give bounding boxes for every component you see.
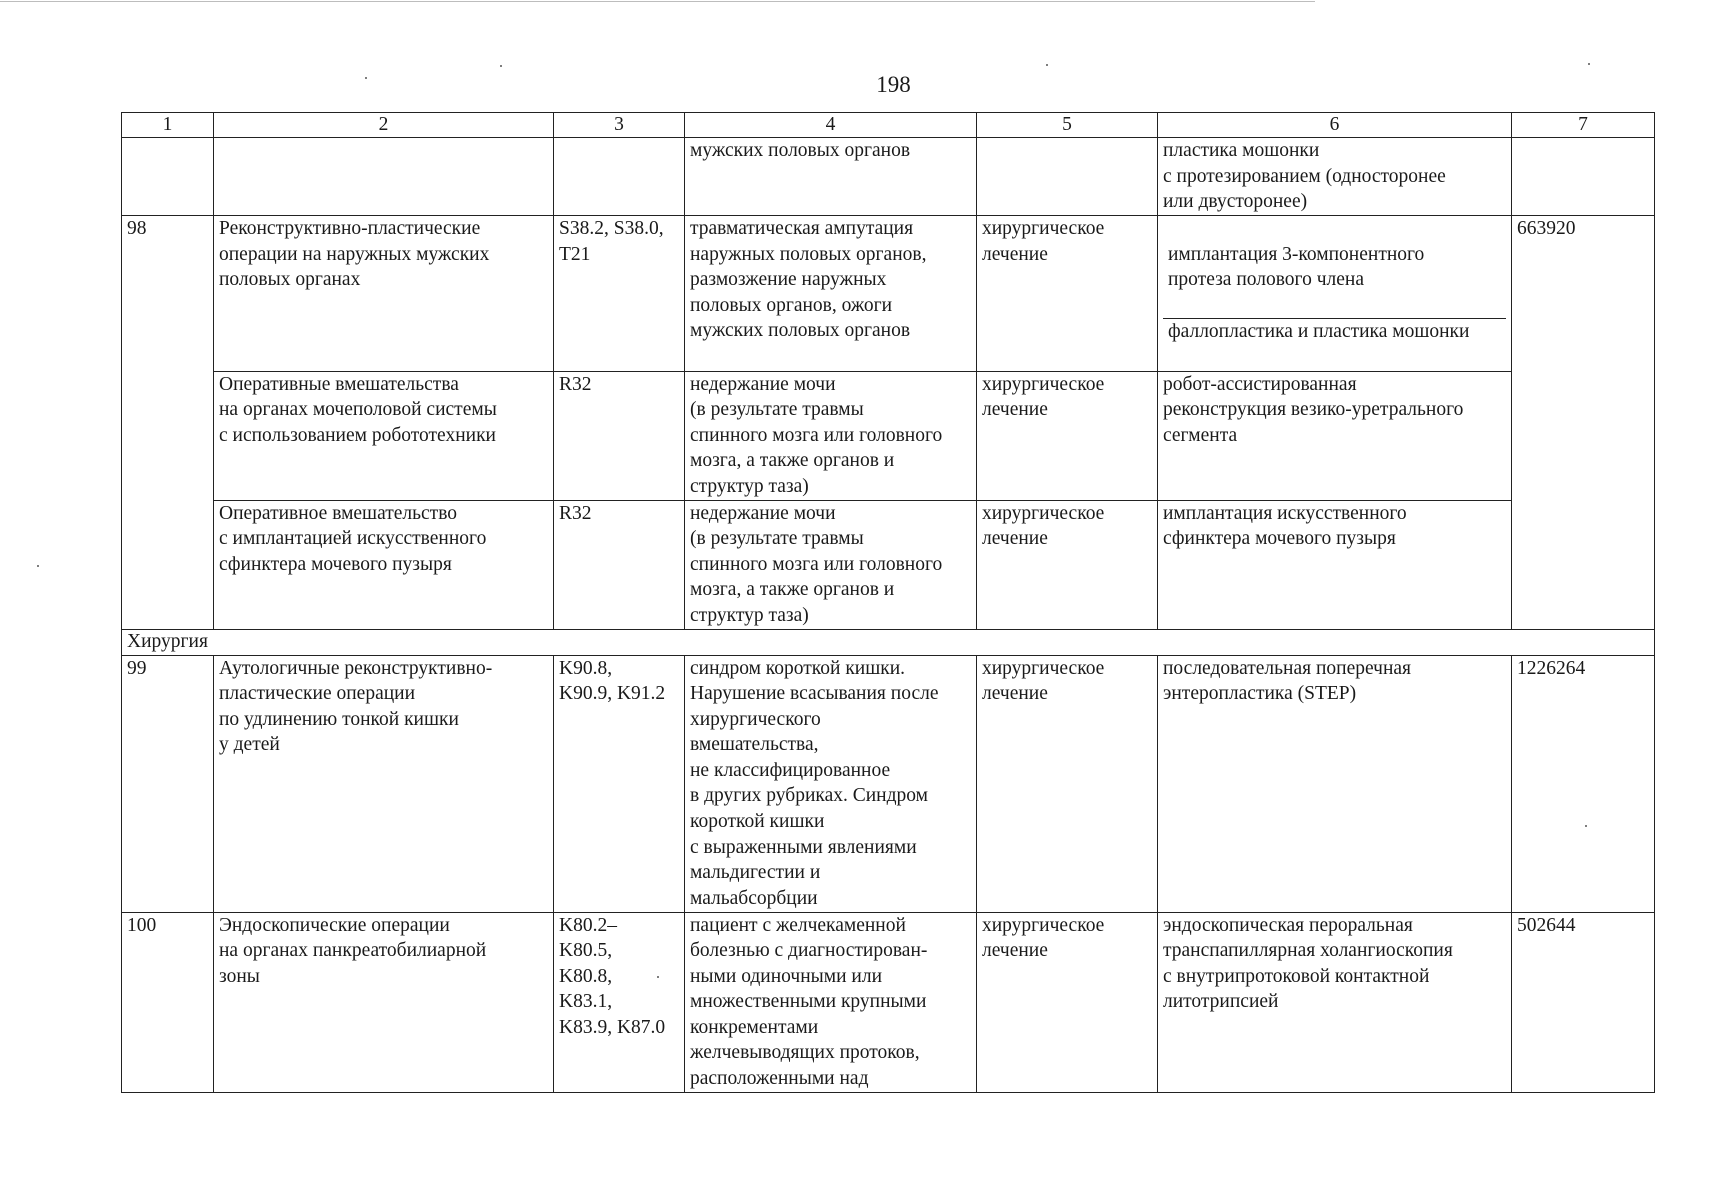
treatment-type: хирургическое лечение (977, 500, 1158, 629)
cell-empty (1512, 138, 1655, 216)
column-number-row (122, 113, 1655, 138)
patient-model: травматическая ампутация наружных половых органов, размозжение наружных половых органов, ожоги мужских половых органов (685, 216, 977, 372)
scan-speck (1585, 825, 1587, 827)
patient-model: недержание мочи (в результате травмы спинного мозга или головного мозга, а также органов и структур таза) (685, 500, 977, 629)
column-header-4: 4 (685, 113, 977, 138)
row-number: 99 (122, 655, 214, 912)
section-row (122, 629, 1655, 655)
section-title: Хирургия (122, 629, 1655, 655)
row-number: 98 (122, 216, 214, 630)
table-row (122, 500, 1655, 629)
intervention-name: Оперативное вмешательство с имплантацией искусственного сфинктера мочевого пузыря (214, 500, 554, 629)
treatment-method: эндоскопическая пероральная транспапиллярная холангиоскопия с внутрипротоковой контактной литотрипсией (1158, 912, 1512, 1092)
continuation-row (122, 138, 1655, 216)
treatment-method: последовательная поперечная энтеропластика (STEP) (1158, 655, 1512, 912)
table-row (122, 371, 1655, 500)
treatment-type: хирургическое лечение (977, 216, 1158, 372)
treatment-method: имплантация 3-компонентного протеза полового члена (1168, 243, 1425, 291)
cost-value: 663920 (1512, 216, 1655, 630)
icd-codes: K90.8, K90.9, K91.2 (554, 655, 685, 912)
page-number: 198 (876, 72, 911, 97)
intervention-name: Оперативные вмешательства на органах мочеполовой системы с использованием робототехники (214, 371, 554, 500)
treatment-type: хирургическое лечение (977, 912, 1158, 1092)
treatment-type: хирургическое лечение (977, 371, 1158, 500)
intervention-name: Эндоскопические операции на органах панкреатобилиарной зоны (214, 912, 554, 1092)
cost-value: 502644 (1512, 912, 1655, 1092)
table-row (122, 655, 1655, 912)
intervention-name: Реконструктивно-пластические операции на наружных мужских половых органах (214, 216, 554, 372)
top-rule (0, 1, 1315, 2)
cost-value: 1226264 (1512, 655, 1655, 912)
table-row (122, 912, 1655, 1092)
intervention-name: Аутологичные реконструктивно- пластические операции по удлинению тонкой кишки у детей (214, 655, 554, 912)
cell-empty (122, 138, 214, 216)
scan-speck (657, 976, 659, 978)
medical-care-table (121, 112, 1655, 1093)
cell-empty (214, 138, 554, 216)
column-header-6: 6 (1158, 113, 1512, 138)
cell-empty (977, 138, 1158, 216)
continuation-model: мужских половых органов (685, 138, 977, 216)
scan-speck (1046, 64, 1048, 66)
scan-speck (500, 65, 502, 67)
scan-speck (365, 77, 367, 79)
treatment-method: имплантация искусственного сфинктера мочевого пузыря (1158, 500, 1512, 629)
continuation-method: пластика мошонки с протезированием (односторонее или двусторонее) (1158, 138, 1512, 216)
treatment-methods (1158, 216, 1512, 372)
patient-model: пациент с желчекаменной болезнью с диагностирован- ными одиночными или множественными крупными конкрементами желчевыводящих протоков, расположенными над (685, 912, 977, 1092)
patient-model: недержание мочи (в результате травмы спинного мозга или головного мозга, а также органов и структур таза) (685, 371, 977, 500)
column-header-2: 2 (214, 113, 554, 138)
column-header-7: 7 (1512, 113, 1655, 138)
icd-codes: R32 (554, 500, 685, 629)
scan-speck (37, 565, 39, 567)
icd-codes: K80.2– K80.5, K80.8, K83.1, K83.9, K87.0 (554, 912, 685, 1092)
icd-codes: R32 (554, 371, 685, 500)
column-header-1: 1 (122, 113, 214, 138)
column-header-5: 5 (977, 113, 1158, 138)
cell-empty (554, 138, 685, 216)
column-header-3: 3 (554, 113, 685, 138)
table-row (122, 216, 1655, 372)
treatment-method: фаллопластика и пластика мошонки (1163, 318, 1506, 345)
icd-codes: S38.2, S38.0, T21 (554, 216, 685, 372)
scan-speck (1588, 63, 1590, 65)
treatment-type: хирургическое лечение (977, 655, 1158, 912)
treatment-method: робот-ассистированная реконструкция везико-уретрального сегмента (1158, 371, 1512, 500)
row-number: 100 (122, 912, 214, 1092)
patient-model: синдром короткой кишки. Нарушение всасывания после хирургического вмешательства, не классифицированное в других рубриках. Синдром короткой кишки с выраженными явлениями мальдигестии и мальабсорбции (685, 655, 977, 912)
